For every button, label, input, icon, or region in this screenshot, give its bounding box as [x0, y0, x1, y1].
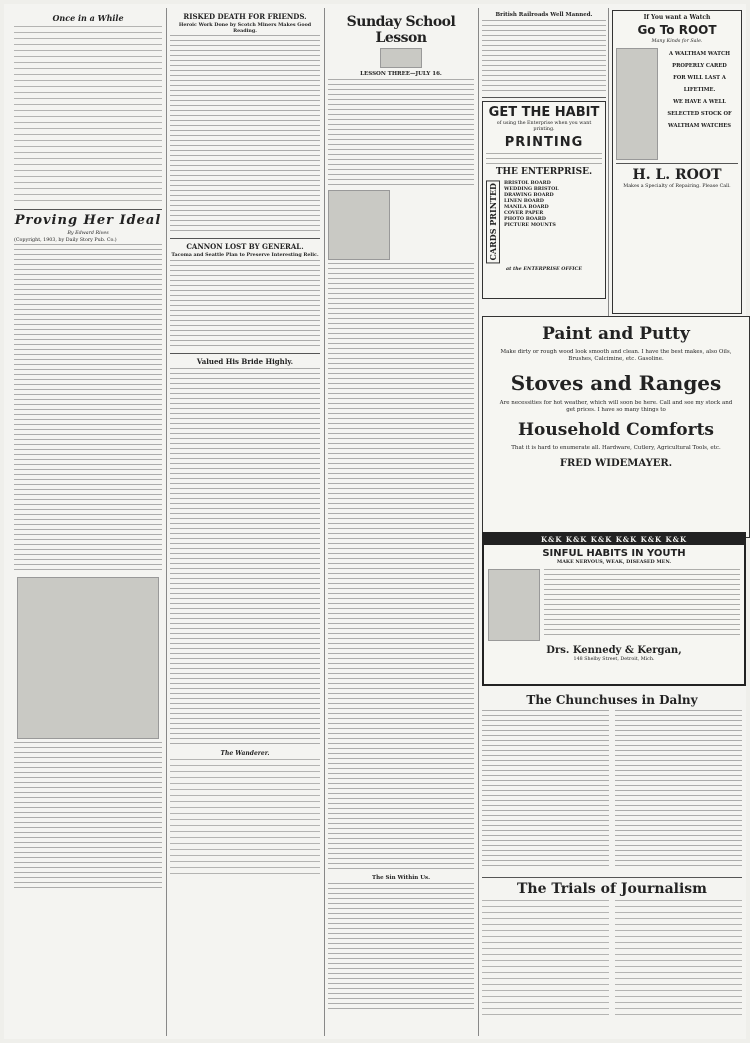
ad-subtext: of using the Enterprise when you want printing.: [496, 121, 592, 132]
lesson-illustration: [328, 190, 390, 260]
ad-item-list: [504, 180, 602, 263]
root-sub: Makes a Specialty of Repairing. Please Call.: [623, 184, 731, 190]
masthead: Sunday School Lesson: [346, 14, 456, 46]
column-rule: [478, 8, 479, 1036]
ad-cards-label: CARDS PRINTED: [486, 180, 500, 263]
watch-big: Go To ROOT: [637, 22, 717, 37]
lesson-title: LESSON THREE—JULY 16.: [360, 71, 442, 77]
divider: [616, 163, 738, 164]
article-text: [615, 710, 742, 870]
section-title: The Sin Within Us.: [372, 875, 430, 881]
root-name: H. L. ROOT: [632, 167, 722, 184]
divider: [170, 353, 320, 354]
ad-cards-block: [486, 180, 602, 263]
kk-body: [484, 567, 744, 643]
column-rule: [324, 8, 325, 1036]
ad-item: COVER PAPER: [504, 210, 544, 217]
hardware-headline: Household Comforts: [518, 420, 714, 440]
hardware-text: Make dirty or rough wood look smooth and clean. I have the best makes, also Oils, Brushes, Calcimine, etc. Gasoline.: [500, 349, 732, 362]
enterprise-ad: [482, 101, 606, 299]
hardware-signature: FRED WIDEMAYER.: [559, 458, 673, 469]
poem-text: [14, 26, 162, 206]
watch-line: SELECTED STOCK OF: [667, 111, 732, 118]
notice-text: [482, 20, 606, 94]
ad-printing: PRINTING: [504, 135, 584, 151]
column-2: [170, 10, 320, 879]
lesson-text: [328, 79, 474, 187]
kk-ad: [482, 532, 746, 686]
masthead-illustration: [380, 48, 422, 68]
watch-line-list: [661, 48, 738, 160]
article-title: The Chunchuses in Dalny: [526, 693, 698, 707]
hardware-headline: Paint and Putty: [542, 324, 690, 344]
poem-text: [170, 759, 320, 879]
kk-address: 148 Shelby Street, Detroit, Mich.: [573, 656, 655, 662]
column-4: [482, 10, 606, 299]
notice-headline: British Railroads Well Manned.: [495, 12, 593, 18]
ad-item: LINEN BOARD: [504, 198, 544, 205]
article-text: [170, 260, 320, 350]
divider: [14, 209, 162, 210]
newspaper-page: [4, 4, 746, 1039]
article-columns: [482, 900, 742, 1020]
hardware-text: Are necessities for hot weather, which will soon be here. Call and see my stock and get prices. I have so many things to: [499, 400, 733, 413]
watch-illustration: [616, 48, 658, 160]
article-text: [170, 368, 320, 748]
kk-sub: MAKE NERVOUS, WEAK, DISEASED MEN.: [556, 559, 672, 565]
ad-item: PICTURE MOUNTS: [504, 222, 556, 229]
hardware-text: That it is hard to enumerate all. Hardware, Cutlery, Agricultural Tools, etc.: [511, 445, 721, 451]
article-columns: [482, 710, 742, 870]
ad-headline: GET THE HABIT: [488, 105, 600, 120]
article-text: [482, 710, 609, 870]
headline: CANNON LOST BY GENERAL.: [186, 242, 304, 252]
ad-business: THE ENTERPRISE.: [495, 167, 593, 178]
hardware-ad: [482, 316, 750, 538]
kk-text: [544, 569, 740, 639]
chunchuses-article: [482, 690, 742, 870]
ad-footer: at the ENTERPRISE OFFICE: [505, 265, 582, 272]
feature-text-continued: [14, 742, 162, 892]
poem-text: [615, 900, 742, 1020]
watch-line: WALTHAM WATCHES: [668, 123, 731, 130]
subheadline: Tacoma and Seattle Plan to Preserve Interesting Relic.: [171, 252, 319, 259]
lesson-text: [328, 263, 474, 873]
feature-title: Proving Her Ideal: [14, 213, 162, 228]
divider: [482, 97, 606, 98]
feature-byline: By Edward Rives: [67, 231, 109, 236]
poem-title: Once in a While: [52, 13, 124, 23]
ad-item: WEDDING BRISTOL: [504, 186, 559, 193]
watch-sub: Many Kinds for Sale.: [651, 38, 703, 44]
kk-illustration: [488, 569, 540, 641]
headline: RISKED DEATH FOR FRIENDS.: [183, 12, 307, 21]
watch-line: LIFETIME.: [683, 87, 716, 94]
ad-item: DRAWING BOARD: [504, 192, 554, 199]
poem-title: The Wanderer.: [220, 749, 270, 757]
kk-headline: SINFUL HABITS IN YOUTH: [542, 548, 686, 559]
watch-head: If You want a Watch: [643, 14, 711, 21]
kk-banner: K&K K&K K&K K&K K&K K&K: [484, 534, 744, 545]
ad-item: BRISTOL BOARD: [504, 180, 551, 187]
watch-line: A WALTHAM WATCH: [668, 51, 731, 58]
article-text: [170, 35, 320, 235]
column-3: [328, 10, 474, 1013]
watch-ad: [612, 10, 742, 314]
feature-copyright: (Copyright, 1903, by Daily Story Pub. Co.): [14, 237, 117, 243]
column-rule: [608, 8, 609, 316]
feature-illustration: [17, 577, 159, 739]
ad-text: [486, 153, 602, 165]
watch-line: WE HAVE A WELL: [673, 99, 726, 106]
column-1: [14, 10, 162, 892]
watch-body: [616, 48, 738, 160]
subheadline: Heroic Work Done by Scotch Miners Makes Good Reading.: [178, 22, 312, 34]
column-5: [612, 10, 742, 314]
watch-line: FOR WILL LAST A: [673, 75, 726, 82]
lesson-text: [328, 883, 474, 1013]
divider: [482, 877, 742, 878]
ad-item: MANILA BOARD: [504, 204, 549, 211]
trials-article: [482, 874, 742, 1020]
headline: Valued His Bride Highly.: [196, 356, 294, 366]
ad-item: PHOTO BOARD: [504, 216, 546, 223]
article-title: The Trials of Journalism: [517, 881, 707, 897]
watch-line: PROPERLY CARED: [672, 63, 727, 70]
divider: [170, 238, 320, 239]
kk-doctors: Drs. Kennedy & Kergan,: [546, 644, 682, 656]
feature-text: [14, 244, 162, 574]
poem-text: [482, 900, 609, 1020]
hardware-headline: Stoves and Ranges: [510, 371, 722, 395]
column-rule: [166, 8, 167, 1036]
